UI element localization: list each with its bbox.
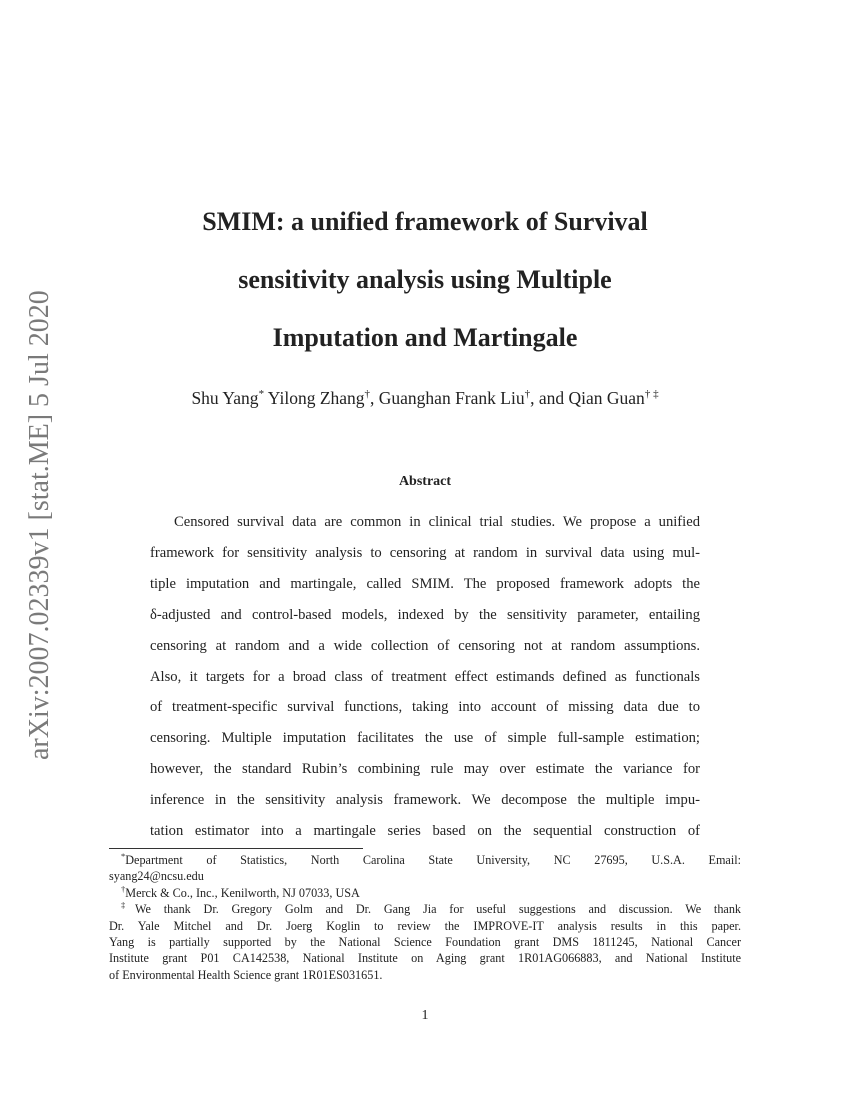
footnote-mark: ‡ — [121, 900, 135, 911]
page-number: 1 — [421, 1008, 429, 1023]
footnote-text: Merck & Co., Inc., Kenilworth, NJ 07033, USA — [125, 885, 360, 900]
footnote-line: Dr. Yale Mitchel and Dr. Joerg Koglin to review the IMPROVE-IT analysis results in this paper. — [109, 918, 741, 933]
author-name: Qian Guan — [568, 388, 645, 408]
abstract-line: framework for sensitivity analysis to censoring at random in survival data using mul- — [150, 544, 700, 561]
author-name: Guanghan Frank Liu — [378, 388, 525, 408]
footnote-line — [109, 901, 741, 917]
author-conjunction: , and — [530, 388, 569, 408]
title-line: Imputation and Martingale — [272, 323, 578, 352]
footnote-mark: * — [121, 851, 126, 861]
author-name: Yilong Zhang — [267, 388, 365, 408]
abstract-body — [150, 507, 700, 847]
abstract-line: however, the standard Rubin’s combining rule may over estimate the variance for — [150, 761, 700, 778]
footnote-mark: † — [121, 883, 126, 894]
affiliation-mark: † — [364, 388, 371, 400]
abstract-line: tation estimator into a martingale series based on the sequential construction of — [150, 823, 700, 840]
footnote-email: syang24@ncsu.edu — [109, 869, 204, 884]
footnote-line: of Environmental Health Science grant 1R01ES031651. — [109, 967, 383, 982]
abstract-heading: Abstract — [398, 474, 452, 489]
footnote-text: Department of Statistics, North Carolina State University, NC 27695, U.S.A. Email: — [125, 853, 741, 867]
abstract-line: tiple imputation and martingale, called SMIM. The proposed framework adopts the — [150, 575, 700, 592]
footnote-text: We thank Dr. Gregory Golm and Dr. Gang Jia for useful suggestions and discussion. We thank — [134, 902, 742, 917]
paper-title — [100, 193, 750, 367]
footnote-line — [109, 885, 741, 901]
abstract-line: censoring. Multiple imputation facilitates the use of simple full-sample estimation; — [150, 730, 700, 747]
footnote-line: Institute grant P01 CA142538, National Institute on Aging grant 1R01AG066883, and National Institute — [109, 951, 741, 966]
affiliation-mark: † — [524, 388, 531, 400]
abstract-line: δ-adjusted and control-based models, indexed by the sensitivity parameter, entailing — [150, 606, 700, 623]
title-line: sensitivity analysis using Multiple — [238, 265, 612, 294]
footnote-divider — [109, 848, 363, 849]
footnotes — [109, 852, 741, 983]
arxiv-identifier-stamp — [12, 0, 56, 1100]
author-name: Shu Yang — [191, 388, 259, 408]
affiliation-mark: † ‡ — [644, 388, 659, 400]
abstract-line: censoring at random and a wide collection of censoring not at random assumptions. — [150, 637, 700, 654]
abstract-line: inference in the sensitivity analysis framework. We decompose the multiple impu- — [150, 792, 700, 809]
author-list: Shu Yang* Yilong Zhang†, Guanghan Frank Liu†, and Qian Guan† ‡ — [191, 388, 659, 408]
abstract-line: Censored survival data are common in clinical trial studies. We propose a unified — [174, 514, 700, 530]
abstract-line: of treatment-specific survival functions, taking into account of missing data due to — [150, 699, 700, 716]
abstract-line: Also, it targets for a broad class of treatment effect estimands defined as functionals — [150, 668, 700, 685]
footnote-line — [109, 852, 741, 868]
affiliation-mark: * — [258, 388, 265, 400]
arxiv-identifier-text: arXiv:2007.02339v1 [stat.ME] 5 Jul 2020 — [24, 290, 55, 760]
title-line: SMIM: a unified framework of Survival — [202, 207, 648, 236]
footnote-line: Yang is partially supported by the National Science Foundation grant DMS 1811245, National Cancer — [109, 935, 741, 950]
